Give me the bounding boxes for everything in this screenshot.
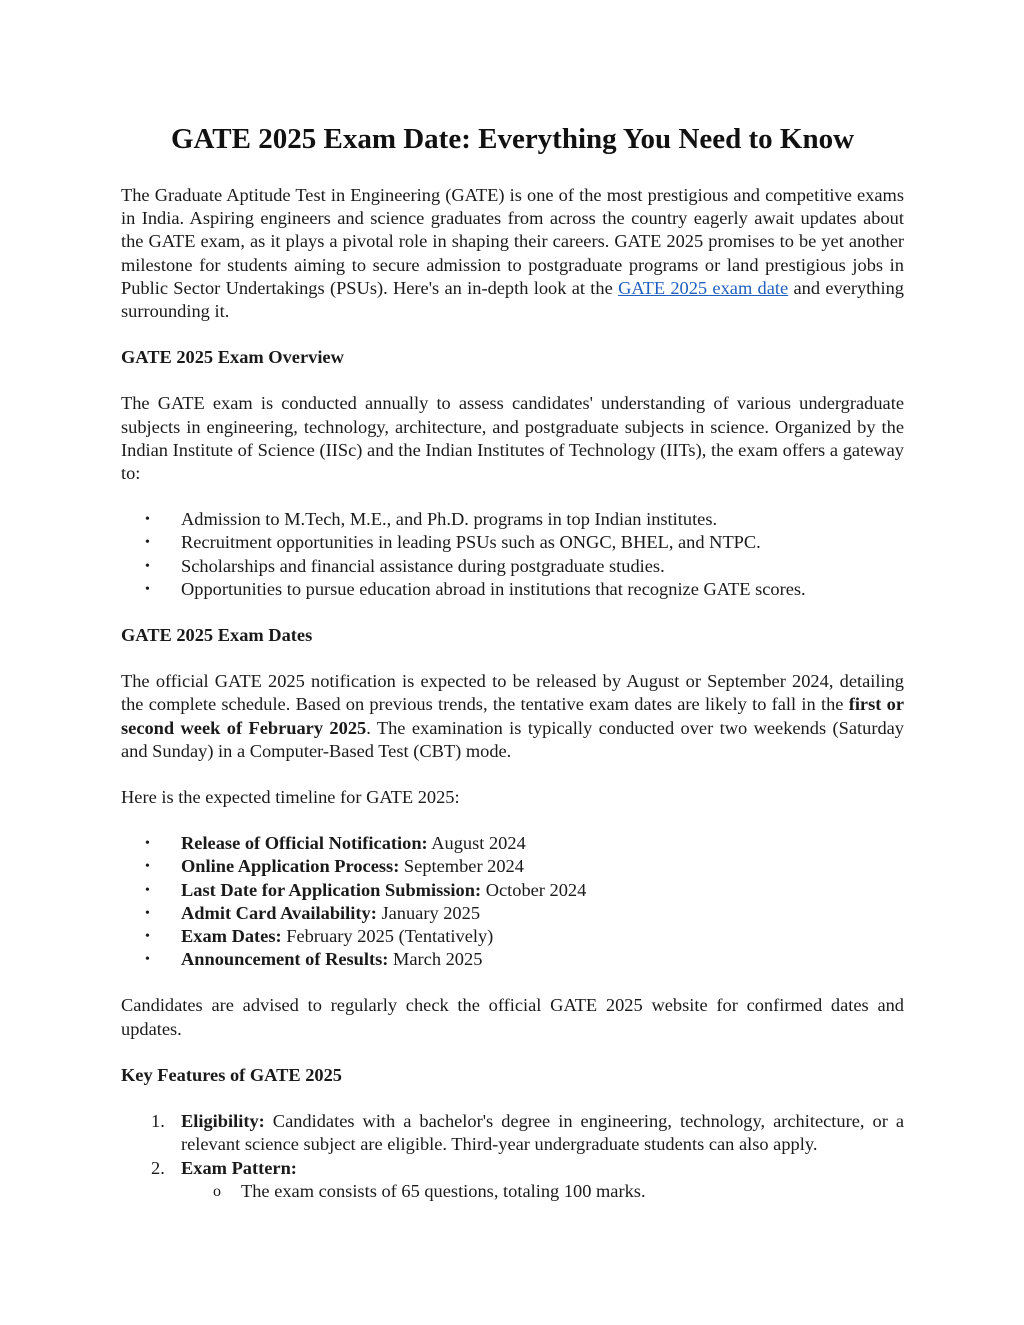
bullet-icon: • <box>145 859 150 875</box>
timeline-list <box>121 832 904 971</box>
timeline-item <box>121 879 904 902</box>
key-features-list <box>121 1110 904 1203</box>
exam-dates-text-1: The official GATE 2025 notification is expected to be released by August or September 2024, detailing the complete schedule. Based on previous trends, the tentative exam dates are likely to fall in the <box>121 671 904 715</box>
bullet-icon: • <box>145 952 150 968</box>
feature-label: Eligibility: <box>181 1111 265 1132</box>
bullet-icon: • <box>145 905 150 921</box>
intro-paragraph <box>121 184 904 323</box>
list-item-text: Admission to M.Tech, M.E., and Ph.D. programs in top Indian institutes. <box>181 509 718 530</box>
exam-dates-text-2: . The examination is typically conducted over two weekends (Saturday and Sunday) in a Computer-Based Test (CBT) mode. <box>121 717 904 761</box>
advice-paragraph: Candidates are advised to regularly check the official GATE 2025 website for confirmed dates and updates. <box>121 995 904 1039</box>
list-item-text: Scholarships and financial assistance during postgraduate studies. <box>181 555 665 576</box>
gate-exam-date-link[interactable]: GATE 2025 exam date <box>618 277 789 298</box>
exam-dates-paragraph <box>121 670 904 763</box>
intro-text-1: The Graduate Aptitude Test in Engineering (GATE) is one of the most prestigious and competitive exams in India. Aspiring engineers and science graduates from across the country eagerly await updates about the GATE exam, as it plays a pivotal role in shaping their careers. GATE 2025 promises to be yet another milestone for students aiming to secure admission to postgraduate programs or land prestigious jobs in Public Sector Undertakings (PSUs). Here's an in-depth look at the <box>121 185 904 298</box>
feature-item <box>121 1110 904 1156</box>
timeline-label: Announcement of Results: <box>181 949 389 970</box>
timeline-label: Release of Official Notification: <box>181 833 428 854</box>
overview-bullet-list <box>121 508 904 601</box>
exam-dates-heading: GATE 2025 Exam Dates <box>121 625 313 646</box>
timeline-label: Online Application Process: <box>181 856 400 877</box>
bullet-icon: • <box>145 929 150 945</box>
page-title: GATE 2025 Exam Date: Everything You Need to Know <box>170 123 855 155</box>
key-features-heading: Key Features of GATE 2025 <box>121 1064 343 1085</box>
timeline-value: January 2025 <box>376 902 481 923</box>
timeline-value: March 2025 <box>388 949 483 970</box>
list-item <box>121 508 904 531</box>
circle-bullet-icon: o <box>213 1182 221 1200</box>
feature-number: 2. <box>151 1157 165 1178</box>
timeline-item <box>121 902 904 925</box>
timeline-item <box>121 855 904 878</box>
bullet-icon: • <box>145 535 150 551</box>
overview-paragraph: The GATE exam is conducted annually to assess candidates' understanding of various undergraduate subjects in engineering, technology, architecture, and postgraduate subjects in science. Organized by the Indian Institute of Science (IISc) and the Indian Institutes of Technology (IITs), the exam offers a gateway to: <box>121 393 904 484</box>
timeline-intro: Here is the expected timeline for GATE 2025: <box>121 787 460 808</box>
timeline-label: Admit Card Availability: <box>181 902 377 923</box>
timeline-item <box>121 832 904 855</box>
feature-number: 1. <box>151 1111 165 1132</box>
document-page <box>121 120 904 1203</box>
timeline-value: October 2024 <box>481 879 587 900</box>
timeline-item <box>121 948 904 971</box>
feature-label: Exam Pattern: <box>181 1157 297 1178</box>
timeline-item <box>121 925 904 948</box>
timeline-value: September 2024 <box>399 856 524 877</box>
feature-item <box>121 1157 904 1203</box>
bullet-icon: • <box>145 836 150 852</box>
list-item <box>121 531 904 554</box>
timeline-label: Exam Dates: <box>181 926 282 947</box>
intro-text-2: and everything surrounding it. <box>121 277 904 322</box>
bullet-icon: • <box>145 512 150 528</box>
bullet-icon: • <box>145 558 150 574</box>
list-item-text: Opportunities to pursue education abroad in institutions that recognize GATE scores. <box>181 578 806 599</box>
bullet-icon: • <box>145 581 150 597</box>
timeline-value: February 2025 (Tentatively) <box>281 926 494 947</box>
timeline-value: August 2024 <box>427 833 526 854</box>
list-item <box>121 555 904 578</box>
list-item <box>121 578 904 601</box>
overview-heading: GATE 2025 Exam Overview <box>121 347 344 368</box>
sub-list-item-text: The exam consists of 65 questions, totaling 100 marks. <box>241 1180 646 1201</box>
exam-dates-bold-text: first or second week of February 2025 <box>121 694 904 738</box>
list-item-text: Recruitment opportunities in leading PSUs such as ONGC, BHEL, and NTPC. <box>181 532 761 553</box>
timeline-label: Last Date for Application Submission: <box>181 879 482 900</box>
feature-text: Candidates with a bachelor's degree in engineering, technology, architecture, or a relevant science subject are eligible. Third-year undergraduate students can also apply. <box>181 1111 904 1155</box>
sub-list-item <box>181 1180 904 1203</box>
bullet-icon: • <box>145 882 150 898</box>
exam-pattern-sublist <box>181 1180 904 1203</box>
